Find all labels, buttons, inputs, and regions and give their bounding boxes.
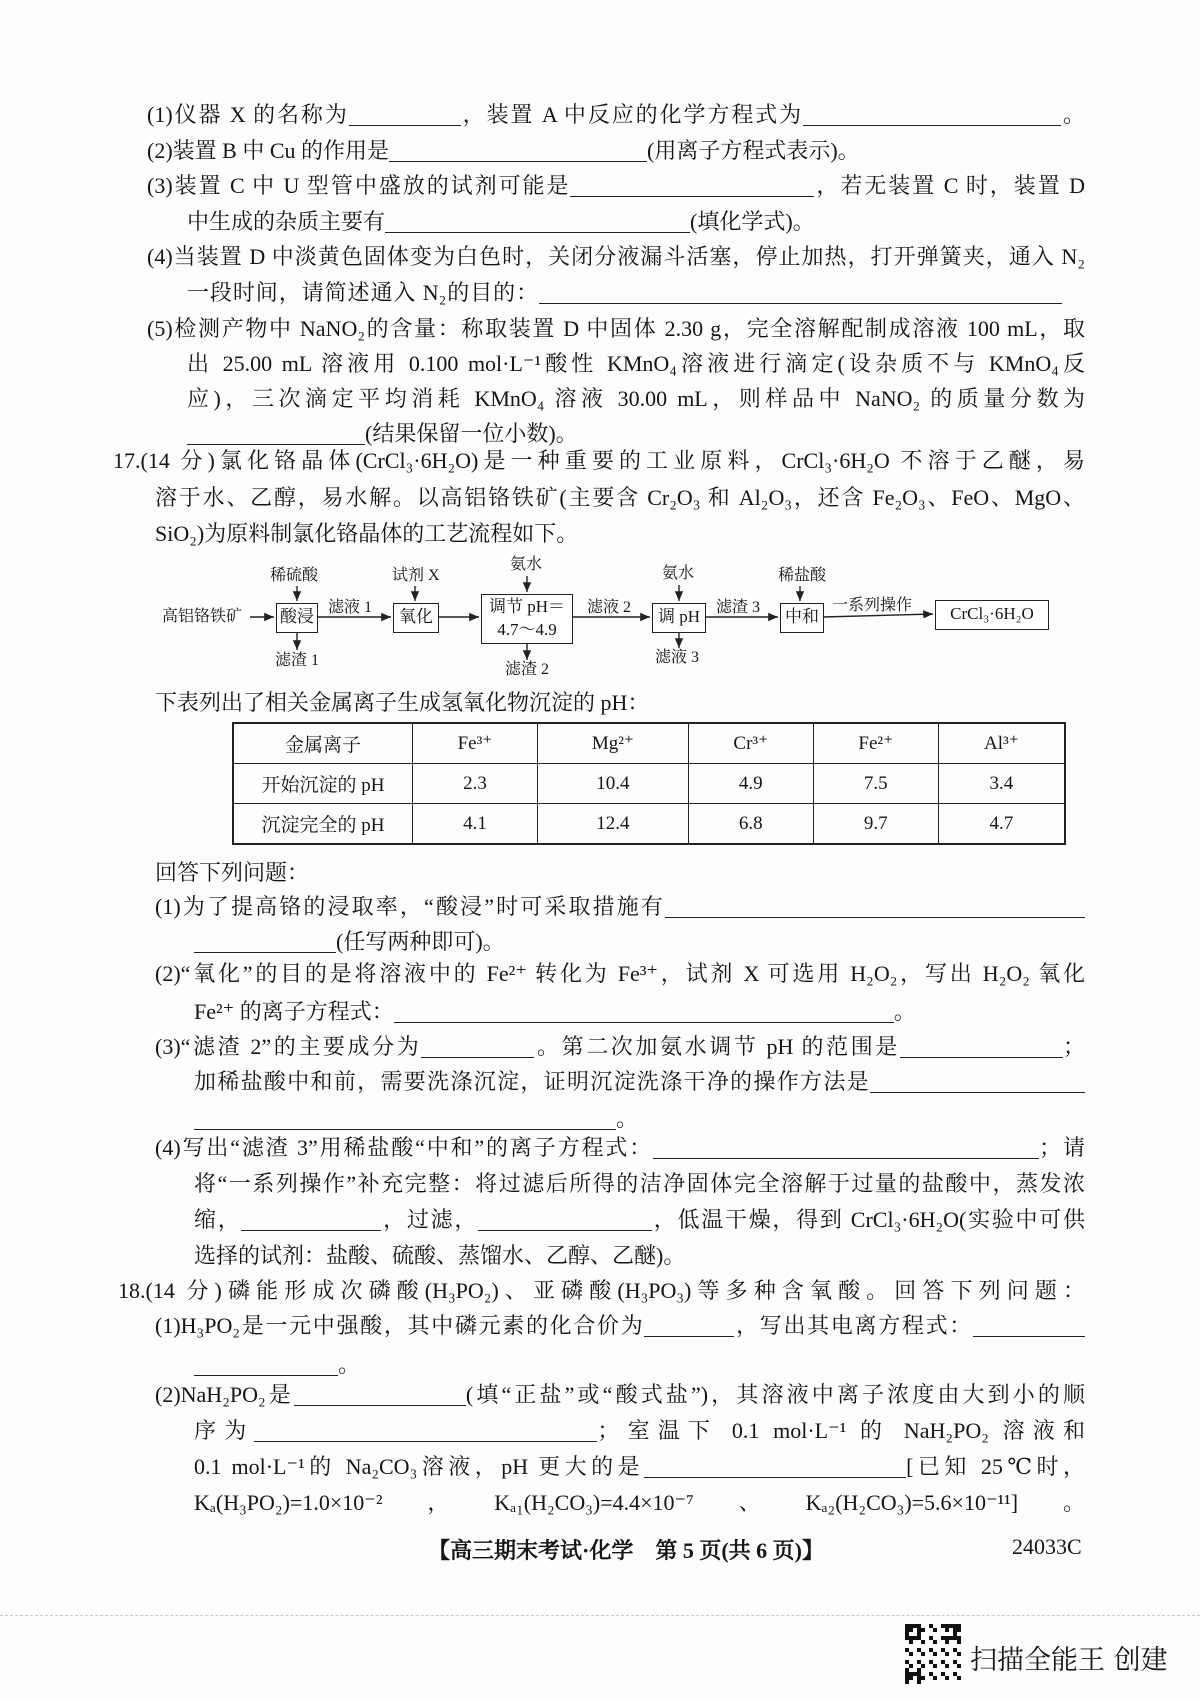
text-line bbox=[147, 314, 1085, 344]
text-segment: [已知 25℃时， bbox=[906, 1454, 1085, 1479]
text-segment: 中生成的杂质主要有 bbox=[187, 209, 386, 234]
page-divider bbox=[0, 1615, 1200, 1616]
qr-code-icon bbox=[905, 1624, 961, 1684]
table-cell: 9.7 bbox=[813, 804, 938, 845]
text-segment: 18.(14 分)磷能形成次磷酸(H₃PO₂)、亚磷酸(H₃PO₃)等多种含氧酸。回答下列问题： bbox=[118, 1278, 1085, 1303]
text-segment: 0.1 mol·L⁻¹的 Na₂CO₃溶液，pH 更大的是 bbox=[194, 1454, 645, 1479]
text-segment: (结果保留一位小数)。 bbox=[365, 421, 578, 446]
text-segment: Fe²⁺ 的离子方程式： bbox=[194, 999, 394, 1024]
text-line bbox=[194, 1067, 1085, 1097]
text-line bbox=[194, 927, 505, 957]
text-line bbox=[187, 419, 578, 449]
text-segment: (1)仪器 X 的名称为 bbox=[147, 102, 349, 127]
text-segment: 应)，三次滴定平均消耗 KMnO₄ 溶液 30.00 mL，则样品中 NaNO₂ 的质量分数为 bbox=[187, 386, 1085, 411]
text-segment: (2)NaH₂PO₂是 bbox=[155, 1382, 294, 1407]
ammonia-2-label: 氨水 bbox=[662, 565, 695, 582]
answer-blank[interactable] bbox=[478, 1208, 652, 1231]
text-line bbox=[155, 1133, 1085, 1163]
answer-blank[interactable] bbox=[570, 174, 814, 197]
table-cell: 3.4 bbox=[938, 764, 1065, 804]
answer-blank[interactable] bbox=[385, 210, 690, 233]
adjust-ph-line1: 调节 pH＝ bbox=[488, 597, 566, 616]
filtrate-2-label: 滤液 2 bbox=[587, 599, 632, 616]
answer-blank[interactable] bbox=[973, 1314, 1085, 1337]
text-line bbox=[155, 1380, 1085, 1410]
text-line bbox=[147, 242, 1085, 272]
text-line bbox=[194, 1416, 1085, 1446]
answer-blank[interactable] bbox=[389, 139, 647, 162]
text-segment: (5)检测产物中 NaNO₂的含量：称取装置 D 中固体 2.30 g，完全溶解配制成溶液 100 mL，取 bbox=[147, 316, 1085, 341]
header-cell: Cr³⁺ bbox=[688, 723, 813, 764]
row-label: 开始沉淀的 pH bbox=[233, 764, 413, 804]
series-operations-label: 一系列操作 bbox=[832, 597, 913, 614]
text-line bbox=[187, 278, 1062, 308]
text-line bbox=[187, 349, 1085, 379]
header-cell: Fe³⁺ bbox=[413, 723, 538, 764]
text-segment: ，写出其电离方程式： bbox=[734, 1313, 973, 1338]
text-segment: (填化学式)。 bbox=[690, 209, 815, 234]
raw-material-label: 高铝铬铁矿 bbox=[162, 608, 243, 625]
text-segment: 。 bbox=[1061, 102, 1085, 127]
answer-blank[interactable] bbox=[194, 930, 336, 953]
header-cell: Mg²⁺ bbox=[537, 723, 688, 764]
text-segment: 溶于水、乙醇，易水解。以高铝铬铁矿(主要含 Cr₂O₃ 和 Al₂O₃，还含 Fe₂O₃、FeO、MgO、 bbox=[155, 485, 1085, 510]
header-cell: Fe²⁺ bbox=[813, 723, 938, 764]
text-line bbox=[113, 446, 1085, 476]
answer-blank[interactable] bbox=[394, 1000, 894, 1023]
text-line bbox=[155, 519, 578, 549]
text-line bbox=[147, 136, 860, 166]
residue-2-label: 滤渣 2 bbox=[505, 661, 550, 678]
acid-leach-box: 酸浸 bbox=[276, 603, 318, 633]
text-line bbox=[194, 1350, 360, 1380]
residue-1-label: 滤渣 1 bbox=[275, 652, 320, 669]
table-cell: 12.4 bbox=[537, 804, 688, 845]
text-segment: 17.(14 分)氯化铬晶体(CrCl₃·6H₂O)是一种重要的工业原料，CrCl₃·6H₂O 不溶于乙醚，易 bbox=[113, 448, 1085, 473]
oxidize-box: 氧化 bbox=[393, 603, 439, 633]
text-segment: 。 bbox=[338, 1352, 361, 1377]
text-segment: Kₐ(H₃PO₂)=1.0×10⁻²，Kₐ₁(H₂CO₃)=4.4×10⁻⁷、Kₐ₂(H₂CO₃)=5.6×10⁻¹¹]。 bbox=[194, 1490, 1085, 1515]
table-cell: 4.7 bbox=[938, 804, 1065, 845]
text-segment: 一段时间，请简述通入 N₂的目的： bbox=[187, 280, 539, 305]
filtrate-1-label: 滤液 1 bbox=[328, 599, 373, 616]
text-line bbox=[194, 1241, 685, 1271]
text-line bbox=[155, 1311, 1085, 1341]
answer-blank[interactable] bbox=[644, 1314, 734, 1337]
text-segment: 回答下列问题： bbox=[155, 860, 310, 885]
text-segment: 。 bbox=[616, 1106, 639, 1131]
text-segment: (4)当装置 D 中淡黄色固体变为白色时，关闭分液漏斗活塞，停止加热，打开弹簧夹，通入 N₂ bbox=[147, 244, 1085, 269]
reagent-x-label: 试剂 X bbox=[392, 567, 440, 584]
product-box: CrCl₃·6H₂O bbox=[935, 600, 1049, 630]
table-row bbox=[233, 764, 1065, 804]
text-segment: ，低温干燥，得到 CrCl₃·6H₂O(实验中可供 bbox=[652, 1207, 1085, 1232]
adjust-ph-2-box: 调 pH bbox=[652, 603, 706, 633]
answer-blank[interactable] bbox=[665, 895, 1085, 918]
row-label: 沉淀完全的 pH bbox=[233, 804, 413, 845]
text-segment: (2)“氧化”的目的是将溶液中的 Fe²⁺ 转化为 Fe³⁺，试剂 X 可选用 H₂O₂，写出 H₂O₂ 氧化 bbox=[155, 961, 1085, 986]
filtrate-3-label: 滤液 3 bbox=[655, 649, 700, 666]
text-line bbox=[194, 997, 916, 1027]
text-line bbox=[194, 1452, 1085, 1482]
answer-blank[interactable] bbox=[187, 422, 365, 445]
header-cell: Al³⁺ bbox=[938, 723, 1065, 764]
text-segment: ，若无装置 C 时，装置 D bbox=[814, 173, 1085, 198]
text-segment: ，过滤， bbox=[381, 1207, 479, 1232]
text-line bbox=[194, 1104, 638, 1134]
text-segment: 。第二次加氨水调节 pH 的范围是 bbox=[534, 1034, 900, 1059]
table-cell: 4.9 bbox=[688, 764, 813, 804]
answer-blank[interactable] bbox=[539, 281, 1062, 304]
answer-blank[interactable] bbox=[900, 1035, 1063, 1058]
dilute-sulfuric-acid-label: 稀硫酸 bbox=[270, 567, 319, 584]
residue-3-label: 滤渣 3 bbox=[716, 599, 761, 616]
text-segment: (3)装置 C 中 U 型管中盛放的试剂可能是 bbox=[147, 173, 571, 198]
text-segment: 缩， bbox=[194, 1207, 242, 1232]
text-segment: ；请 bbox=[1039, 1135, 1085, 1160]
answer-blank[interactable] bbox=[803, 103, 1061, 126]
table-row bbox=[233, 804, 1065, 845]
answer-blank[interactable] bbox=[194, 1107, 616, 1130]
text-line bbox=[187, 384, 1085, 414]
table-cell: 2.3 bbox=[413, 764, 538, 804]
text-line bbox=[155, 688, 649, 718]
answer-blank[interactable] bbox=[421, 1035, 534, 1058]
text-segment: (1)H₃PO₂是一元中强酸，其中磷元素的化合价为 bbox=[155, 1313, 645, 1338]
scanner-brand: 扫描全能王 创建 bbox=[970, 1645, 1168, 1676]
adjust-ph-box bbox=[481, 594, 573, 644]
text-line bbox=[194, 1205, 1085, 1235]
text-segment: (4)写出“滤渣 3”用稀盐酸“中和”的离子方程式： bbox=[155, 1135, 654, 1160]
text-segment: ，装置 A 中反应的化学方程式为 bbox=[460, 102, 804, 127]
answer-blank[interactable] bbox=[653, 1136, 1039, 1159]
text-line bbox=[155, 892, 1085, 922]
text-line bbox=[155, 858, 309, 888]
text-segment: 。 bbox=[893, 999, 916, 1024]
answer-blank[interactable] bbox=[254, 1419, 597, 1442]
text-segment: ； bbox=[1063, 1034, 1085, 1059]
text-line bbox=[194, 1488, 1085, 1518]
text-line bbox=[155, 1032, 1085, 1062]
text-segment: (任写两种即可)。 bbox=[336, 929, 505, 954]
text-segment: (填“正盐”或“酸式盐”)，其溶液中离子浓度由大到小的顺 bbox=[465, 1382, 1085, 1407]
answer-blank[interactable] bbox=[644, 1455, 906, 1478]
text-line bbox=[155, 483, 1085, 513]
text-line bbox=[155, 959, 1085, 989]
adjust-ph-line2: 4.7～4.9 bbox=[497, 620, 557, 639]
text-segment: (1)为了提高铬的浸取率，“酸浸”时可采取措施有 bbox=[155, 894, 665, 919]
table-header-row bbox=[233, 723, 1065, 764]
text-segment: 出 25.00 mL 溶液用 0.100 mol·L⁻¹酸性 KMnO₄溶液进行滴定(设杂质不与 KMnO₄反 bbox=[187, 351, 1085, 376]
table-cell: 10.4 bbox=[537, 764, 688, 804]
text-segment: SiO₂)为原料制氯化铬晶体的工艺流程如下。 bbox=[155, 521, 579, 546]
answer-blank[interactable] bbox=[870, 1070, 1085, 1093]
page-footer: 【高三期末考试·化学 第 5 页(共 6 页)】 bbox=[428, 1538, 824, 1563]
text-line bbox=[194, 1169, 1085, 1199]
neutralize-box: 中和 bbox=[780, 603, 824, 633]
text-segment: 序为 bbox=[194, 1418, 255, 1443]
text-line bbox=[147, 100, 1085, 130]
table-cell: 4.1 bbox=[413, 804, 538, 845]
exam-code: 24033C bbox=[1012, 1534, 1082, 1559]
text-segment: 下表列出了相关金属离子生成氢氧化物沉淀的 pH： bbox=[155, 690, 650, 715]
text-line bbox=[187, 207, 815, 237]
dilute-hcl-label: 稀盐酸 bbox=[778, 567, 827, 584]
text-line bbox=[118, 1276, 1085, 1306]
table-cell: 7.5 bbox=[813, 764, 938, 804]
ammonia-1-label: 氨水 bbox=[510, 556, 543, 573]
text-segment: (3)“滤渣 2”的主要成分为 bbox=[155, 1034, 422, 1059]
precipitation-ph-table bbox=[232, 722, 1066, 845]
text-segment: ；室温下 0.1 mol·L⁻¹ 的 NaH₂PO₂ 溶液和 bbox=[597, 1418, 1085, 1443]
text-segment: 选择的试剂：盐酸、硫酸、蒸馏水、乙醇、乙醚)。 bbox=[194, 1243, 686, 1268]
text-segment: 将“一系列操作”补充完整：将过滤后所得的洁净固体完全溶解于过量的盐酸中，蒸发浓 bbox=[194, 1171, 1085, 1196]
answer-blank[interactable] bbox=[241, 1208, 381, 1231]
text-segment: (用离子方程式表示)。 bbox=[647, 138, 860, 163]
answer-blank[interactable] bbox=[194, 1353, 338, 1376]
text-segment: 加稀盐酸中和前，需要洗涤沉淀，证明沉淀洗涤干净的操作方法是 bbox=[194, 1069, 870, 1094]
table-cell: 6.8 bbox=[688, 804, 813, 845]
header-cell: 金属离子 bbox=[233, 723, 413, 764]
text-segment: (2)装置 B 中 Cu 的作用是 bbox=[147, 138, 390, 163]
answer-blank[interactable] bbox=[349, 103, 461, 126]
text-line bbox=[147, 171, 1085, 201]
answer-blank[interactable] bbox=[294, 1383, 466, 1406]
